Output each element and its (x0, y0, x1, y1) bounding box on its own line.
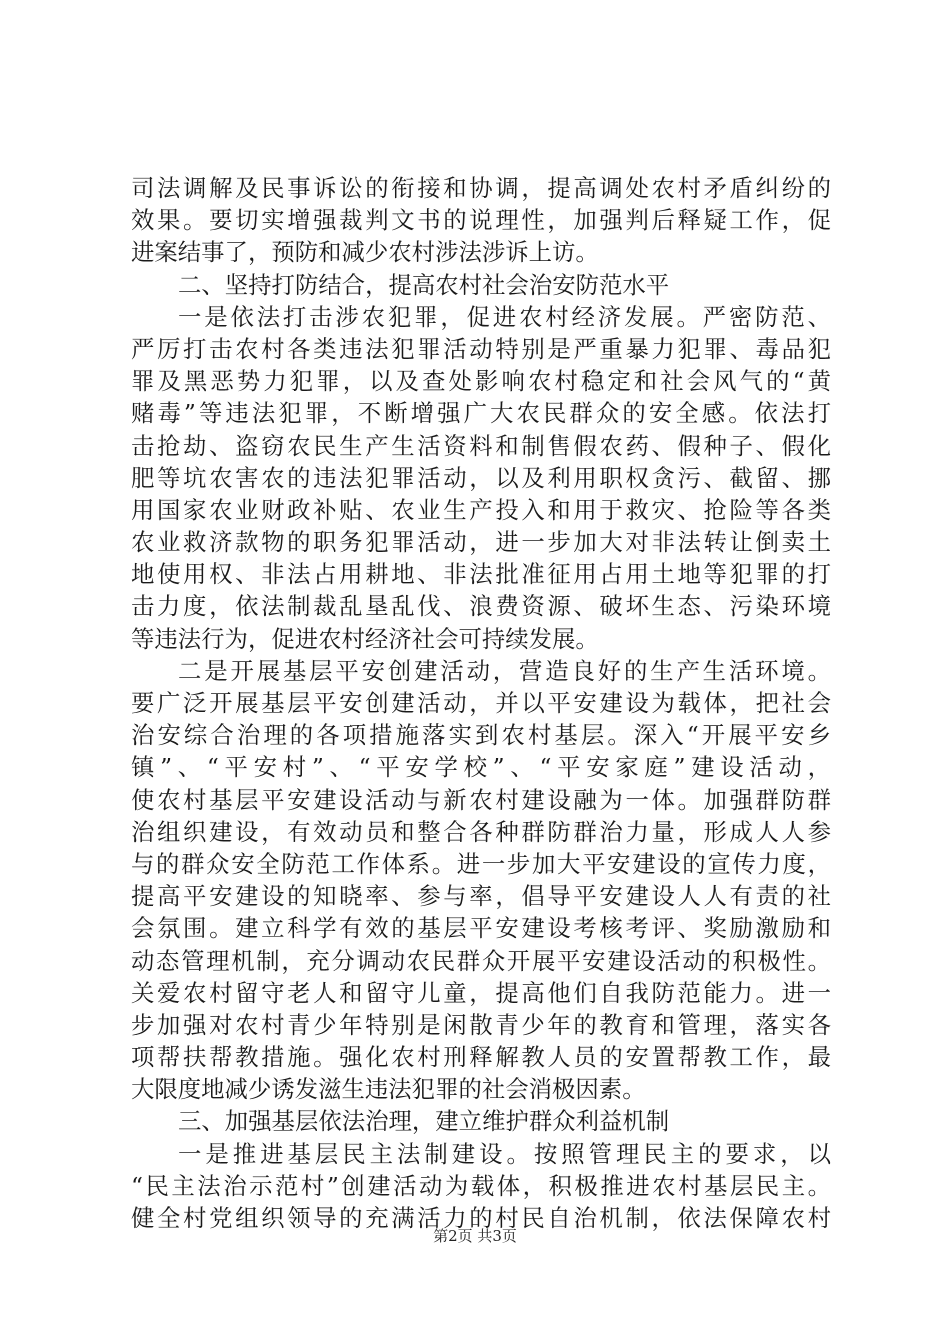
text-line: 大限度地减少诱发滋生违法犯罪的社会消极因素。 (131, 1075, 646, 1104)
text-line: 要广泛开展基层平安创建活动，并以平安建设为载体，把社会 (131, 689, 831, 717)
text-line: 治安综合治理的各项措施落实到农村基层。深入“开展平安乡 (131, 721, 831, 750)
text-line: 镇”、“平安村”、“平安学校”、“平安家庭”建设活动， (131, 753, 831, 782)
text-line: 击力度，依法制裁乱垦乱伐、浪费资源、破坏生态、污染环境 (131, 592, 831, 621)
text-line: 一是推进基层民主法制建设。按照管理民主的要求，以 (178, 1139, 831, 1168)
text-line: 提高平安建设的知晓率、参与率，倡导平安建设人人有责的社 (131, 882, 831, 911)
body-text (131, 172, 831, 1234)
text-line: 会氛围。建立科学有效的基层平安建设考核考评、奖励激励和 (131, 914, 831, 943)
text-line: 司法调解及民事诉讼的衔接和协调，提高调处农村矛盾纠纷的 (131, 174, 831, 202)
page-number: 第2页 共3页 (433, 1227, 517, 1245)
text-line: 健全村党组织领导的充满活力的村民自治机制，依法保障农村 (131, 1204, 831, 1232)
text-line: 一是依法打击涉农犯罪，促进农村经济发展。严密防范、 (178, 302, 831, 331)
text-line: 等违法行为，促进农村经济社会可持续发展。 (131, 624, 599, 653)
text-line: 用国家农业财政补贴、农业生产投入和用于救灾、抢险等各类 (131, 495, 831, 524)
text-line: 效果。要切实增强裁判文书的说理性，加强判后释疑工作，促 (131, 206, 831, 235)
text-line: 治组织建设，有效动员和整合各种群防群治力量，形成人人参 (131, 817, 831, 846)
text-line: 肥等坑农害农的违法犯罪活动，以及利用职权贪污、截留、挪 (131, 463, 831, 492)
text-line: 使农村基层平安建设活动与新农村建设融为一体。加强群防群 (131, 785, 831, 814)
text-line: 赌毒”等违法犯罪，不断增强广大农民群众的安全感。依法打 (131, 399, 831, 428)
text-line: 项帮扶帮教措施。强化农村刑释解教人员的安置帮教工作，最 (131, 1043, 831, 1072)
text-line: 严厉打击农村各类违法犯罪活动特别是严重暴力犯罪、毒品犯 (131, 334, 831, 363)
text-line: 进案结事了，预防和减少农村涉法涉诉上访。 (131, 238, 599, 267)
text-line: “民主法治示范村”创建活动为载体，积极推进农村基层民主。 (131, 1171, 831, 1200)
text-line: 与的群众安全防范工作体系。进一步加大平安建设的宣传力度， (131, 849, 831, 878)
text-line: 步加强对农村青少年特别是闲散青少年的教育和管理，落实各 (131, 1010, 831, 1039)
text-line: 二是开展基层平安创建活动，营造良好的生产生活环境。 (178, 656, 831, 685)
text-line: 动态管理机制，充分调动农民群众开展平安建设活动的积极性。 (131, 946, 831, 975)
section-heading: 二、坚持打防结合，提高农村社会治安防范水平 (178, 270, 670, 299)
text-line: 农业救济款物的职务犯罪活动，进一步加大对非法转让倒卖土 (131, 528, 831, 557)
text-line: 击抢劫、盗窃农民生产生活资料和制售假农药、假种子、假化 (131, 431, 831, 460)
section-heading: 三、加强基层依法治理，建立维护群众利益机制 (178, 1107, 670, 1136)
text-line: 地使用权、非法占用耕地、非法批准征用占用土地等犯罪的打 (131, 560, 831, 589)
text-line: 关爱农村留守老人和留守儿童，提高他们自我防范能力。进一 (131, 978, 831, 1007)
text-line: 罪及黑恶势力犯罪，以及查处影响农村稳定和社会风气的“黄 (131, 367, 831, 396)
